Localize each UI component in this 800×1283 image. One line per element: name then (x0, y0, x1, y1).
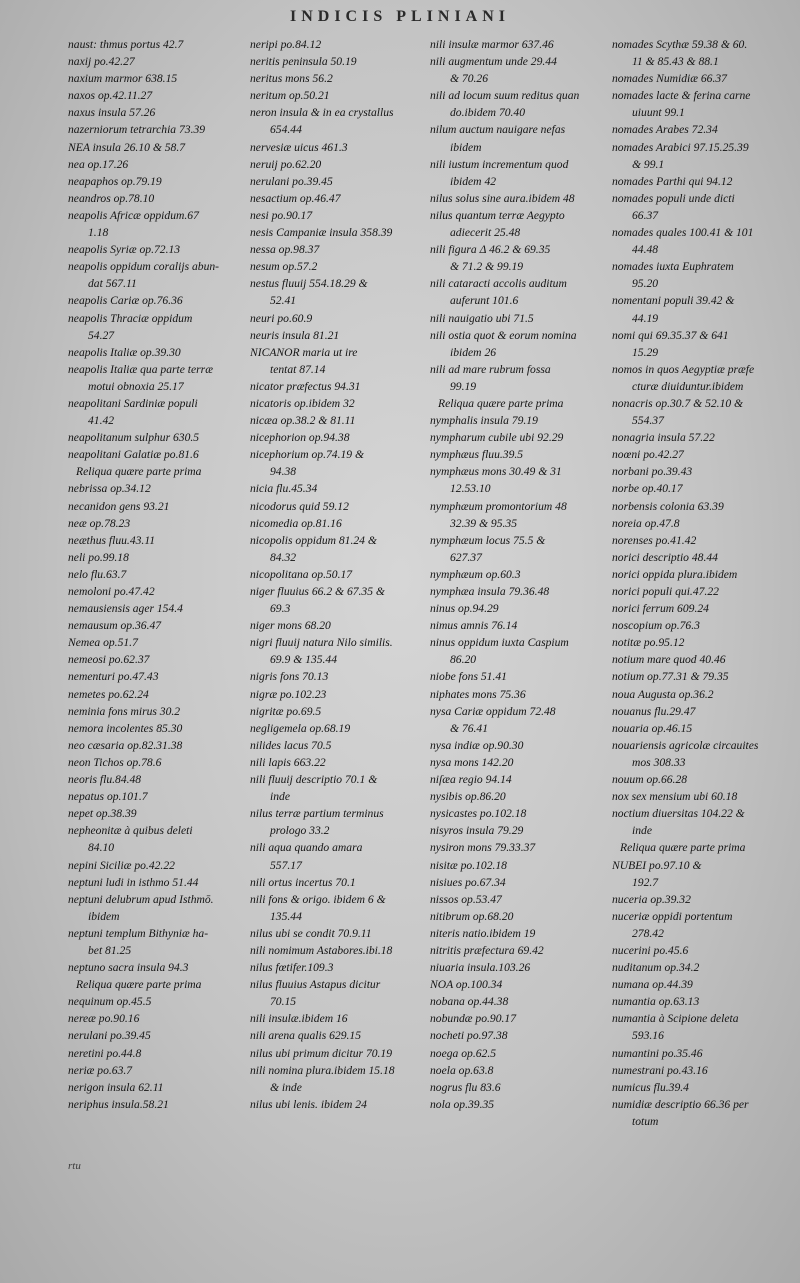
index-entry: nysa indiæ op.90.30 (430, 738, 524, 752)
index-entry: 654.44 (270, 123, 302, 137)
index-entry: niuaria insula.103.26 (430, 961, 531, 975)
index-entry: naxium marmor 638.15 (68, 72, 178, 86)
index-entry: neuris insula 81.21 (250, 328, 340, 342)
index-entry: Nemea op.51.7 (68, 636, 138, 650)
index-entry: & 71.2 & 99.19 (450, 260, 524, 274)
index-entry: nemetes po.62.24 (68, 687, 149, 701)
index-entry: NUBEI po.97.10 & (612, 858, 702, 872)
index-entry: Reliqua quære parte prima (76, 978, 202, 992)
index-entry: nomades Parthi qui 94.12 (612, 174, 733, 188)
index-entry: nesi po.90.17 (250, 208, 313, 222)
index-entry: neæthus fluu.43.11 (68, 533, 156, 547)
index-entry: nouariensis agricolæ circauites (612, 738, 759, 752)
index-entry: cturæ diuiduntur.ibidem (632, 379, 744, 393)
index-entry: neriphus insula.58.21 (68, 1097, 169, 1111)
index-entry: nelo flu.63.7 (68, 567, 127, 581)
index-entry: nilus fœtifer.109.3 (250, 961, 334, 975)
index-entry: motui obnoxia 25.17 (88, 379, 184, 393)
index-entry: noua Augusta op.36.2 (612, 687, 714, 701)
index-entry: noctium diuersitas 104.22 & (612, 807, 745, 821)
index-entry: neo cæsaria op.82.31.38 (68, 738, 183, 752)
index-entry: norici populi qui.47.22 (612, 585, 719, 598)
index-entry: nomades Numidiæ 66.37 (612, 72, 727, 86)
index-column-2 (250, 36, 435, 1113)
index-entry: 593.16 (632, 1029, 664, 1043)
index-entry: notium mare quod 40.46 (612, 653, 726, 667)
index-entry: nepheonitæ à quibus deleti (68, 824, 193, 838)
index-entry: nomades iuxta Euphratem (612, 260, 734, 274)
index-entry: numantia à Scipione deleta (612, 1012, 739, 1026)
index-entry: nerigon insula 62.11 (68, 1080, 164, 1094)
index-entry: norenses po.41.42 (612, 533, 697, 547)
index-entry: nicomedia op.81.16 (250, 516, 342, 530)
index-entry: niger mons 68.20 (250, 619, 331, 633)
index-entry: NOA op.100.34 (430, 978, 503, 992)
index-entry: nili ostia quot & eorum nomina (430, 328, 577, 342)
index-entry: neapolis Africæ oppidum.67 (68, 208, 199, 222)
index-entry: 86.20 (450, 653, 477, 667)
index-column-4 (612, 36, 797, 1130)
index-entry: 44.19 (632, 311, 659, 325)
index-entry: nili insulæ marmor 637.46 (430, 38, 554, 51)
index-entry: nereæ po.90.16 (68, 1012, 140, 1026)
index-entry: nili lapis 663.22 (250, 755, 326, 769)
index-entry: prologo 33.2 (270, 824, 330, 838)
index-entry: nemora incolentes 85.30 (68, 721, 183, 735)
index-entry: nili augmentum unde 29.44 (430, 55, 557, 69)
index-entry: Reliqua quære parte prima (76, 465, 202, 479)
index-entry: Reliqua quære parte prima (620, 841, 746, 855)
index-entry: auferunt 101.6 (450, 294, 519, 308)
index-entry: neron insula & in ea crystallus (250, 106, 394, 120)
index-entry: ninus oppidum iuxta Caspium (430, 636, 569, 650)
index-entry: naxij po.42.27 (68, 55, 135, 69)
index-entry: 41.42 (88, 414, 115, 428)
index-entry: nepini Siciliæ po.42.22 (68, 858, 175, 872)
index-entry: naxus insula 57.26 (68, 106, 156, 120)
index-entry: bet 81.25 (88, 943, 132, 957)
index-entry: 95.20 (632, 277, 659, 291)
index-entry: nocheti po.97.38 (430, 1029, 508, 1043)
index-entry: adiecerit 25.48 (450, 226, 521, 240)
index-entry: nomentani populi 39.42 & (612, 294, 735, 308)
index-entry: nicopolis oppidum 81.24 & (250, 533, 377, 547)
index-entry: nomades Scythæ 59.38 & 60. (612, 38, 748, 51)
index-entry: necanidon gens 93.21 (68, 499, 170, 513)
index-entry: nisiues po.67.34 (430, 875, 506, 889)
index-entry: nicia flu.45.34 (250, 482, 318, 496)
index-entry: & 99.1 (632, 157, 665, 171)
index-entry: numantia op.63.13 (612, 995, 700, 1009)
index-entry: nymphæum op.60.3 (430, 567, 521, 581)
index-entry: ibidem 26 (450, 345, 497, 359)
index-entry: neon Tichos op.78.6 (68, 755, 162, 769)
index-entry: nilus quantum terræ Aegypto (430, 208, 565, 222)
index-entry: nili figura Δ 46.2 & 69.35 (430, 243, 551, 257)
index-entry: neapolis oppidum coralijs abun- (68, 260, 220, 274)
index-entry: nouaria op.46.15 (612, 721, 693, 735)
index-entry: nisitæ po.102.18 (430, 858, 507, 872)
index-entry: nemausum op.36.47 (68, 619, 162, 633)
index-entry: neritus mons 56.2 (250, 72, 333, 86)
index-entry: nysicastes po.102.18 (430, 807, 527, 821)
index-entry: totum (632, 1114, 659, 1128)
index-entry: nymphæa insula 79.36.48 (430, 585, 550, 598)
index-entry: neptuni delubrum apud Isthmō. (68, 892, 214, 906)
index-column-3 (430, 36, 615, 1113)
index-entry: nebrissa op.34.12 (68, 482, 151, 496)
index-entry: neminia fons mirus 30.2 (68, 704, 181, 718)
index-entry: nili ad mare rubrum fossa (430, 362, 551, 376)
index-entry: norbani po.39.43 (612, 465, 693, 479)
index-entry: nilus terræ partium terminus (250, 807, 384, 821)
index-entry: nicator præfectus 94.31 (250, 379, 361, 393)
index-entry: noreia op.47.8 (612, 516, 680, 530)
index-entry: nomades populi unde dicti (612, 191, 735, 205)
index-entry: nysa mons 142.20 (430, 755, 514, 769)
index-entry: 44.48 (632, 243, 659, 257)
index-entry: neandros op.78.10 (68, 191, 155, 205)
index-entry: 11 & 85.43 & 88.1 (632, 55, 719, 69)
index-entry: neptuni templum Bithyniæ ha- (68, 926, 209, 940)
index-entry: nymphæum locus 75.5 & (430, 533, 546, 547)
index-entry: numestrani po.43.16 (612, 1063, 708, 1077)
index-column-1 (68, 36, 253, 1113)
index-entry: 99.19 (450, 379, 477, 393)
index-entry: 84.10 (88, 841, 115, 855)
index-entry: neæ op.78.23 (68, 516, 131, 530)
index-entry: notitæ po.95.12 (612, 636, 685, 650)
index-entry: nili fons & origo. ibidem 6 & (250, 892, 386, 906)
index-entry: nomades quales 100.41 & 101 (612, 226, 754, 240)
index-entry: norici descriptio 48.44 (612, 550, 718, 564)
index-entry: neapolitani Galatiæ po.81.6 (68, 448, 199, 462)
index-entry: nili nomimum Astabores.ibi.18 (250, 943, 393, 957)
index-entry: nerulani po.39.45 (250, 174, 333, 188)
index-entry: noega op.62.5 (430, 1046, 497, 1060)
index-entry: numana op.44.39 (612, 978, 693, 992)
index-entry: 54.27 (88, 328, 115, 342)
index-entry: nili arena qualis 629.15 (250, 1029, 362, 1043)
index-entry: neriæ po.63.7 (68, 1063, 133, 1077)
index-entry: 557.17 (270, 858, 302, 872)
index-entry: ibidem (450, 140, 482, 154)
index-entry: nouum op.66.28 (612, 773, 688, 787)
index-entry: nilus ubi se condit 70.9.11 (250, 926, 372, 940)
index-entry: niger fluuius 66.2 & 67.35 & (250, 585, 385, 598)
index-entry: nouanus flu.29.47 (612, 704, 696, 718)
index-entry: naust: thmus portus 42.7 (68, 38, 184, 51)
index-entry: nomades Arabes 72.34 (612, 123, 718, 137)
index-entry: nestus fluuij 554.18.29 & (250, 277, 368, 291)
index-entry: nitibrum op.68.20 (430, 909, 514, 923)
index-entry: 94.38 (270, 465, 297, 479)
index-entry: nomi qui 69.35.37 & 641 (612, 328, 729, 342)
index-entry: 1.18 (88, 226, 109, 240)
index-entry: numantini po.35.46 (612, 1046, 703, 1060)
index-entry: nola op.39.35 (430, 1097, 495, 1111)
index-entry: do.ibidem 70.40 (450, 106, 526, 120)
index-entry: neritis peninsula 50.19 (250, 55, 357, 69)
index-entry: 627.37 (450, 550, 482, 564)
index-entry: nymphalis insula 79.19 (430, 414, 538, 428)
index-entry: neapolitanum sulphur 630.5 (68, 431, 200, 445)
index-entry: nemeosi po.62.37 (68, 653, 150, 667)
index-entry: uiuunt 99.1 (632, 106, 685, 120)
index-entry: nymphæum promontorium 48 (430, 499, 567, 513)
index-entry: nomades lacte & ferina carne (612, 89, 751, 103)
index-entry: nigræ po.102.23 (250, 687, 327, 701)
index-entry: nomos in quos Aegyptiæ præfe (612, 362, 755, 376)
index-entry: neapolis Italiæ op.39.30 (68, 345, 181, 359)
index-entry: noœni po.42.27 (612, 448, 684, 462)
index-entry: nonacris op.30.7 & 52.10 & (612, 396, 744, 410)
index-entry: nesactium op.46.47 (250, 191, 341, 205)
index-entry: nysa Cariæ oppidum 72.48 (430, 704, 556, 718)
index-entry: inde (632, 824, 652, 838)
index-entry: nicopolitana op.50.17 (250, 567, 353, 581)
index-entry: neptuni ludi in isthmo 51.44 (68, 875, 199, 889)
index-entry: neptuno sacra insula 94.3 (68, 961, 189, 975)
index-entry: norbe op.40.17 (612, 482, 683, 496)
index-entry: 15.29 (632, 345, 659, 359)
index-entry: nesum op.57.2 (250, 260, 318, 274)
index-entry: neoris flu.84.48 (68, 773, 142, 787)
index-entry: 192.7 (632, 875, 659, 889)
index-entry: neretini po.44.8 (68, 1046, 142, 1060)
index-entry: & inde (270, 1080, 302, 1094)
index-entry: nitritis præfectura 69.42 (430, 943, 544, 957)
index-entry: nili aqua quando amara (250, 841, 363, 855)
index-entry: neruij po.62.20 (250, 157, 322, 171)
index-entry: nicodorus quid 59.12 (250, 499, 349, 513)
index-entry: negligemela op.68.19 (250, 721, 351, 735)
index-entry: 52.41 (270, 294, 297, 308)
index-entry: nervesiæ uicus 461.3 (250, 140, 348, 154)
index-entry: nigritæ po.69.5 (250, 704, 322, 718)
index-entry: nepatus op.101.7 (68, 790, 148, 804)
index-entry: noscopium op.76.3 (612, 619, 700, 633)
index-entry: nilus ubi primum dicitur 70.19 (250, 1046, 393, 1060)
index-entry: dat 567.11 (88, 277, 137, 291)
index-entry: nementuri po.47.43 (68, 670, 159, 684)
index-entry: neapolis Italiæ qua parte terræ (68, 362, 213, 376)
index-entry: naxos op.42.11.27 (68, 89, 153, 103)
index-entry: nerulani po.39.45 (68, 1029, 151, 1043)
index-entry: niteris natio.ibidem 19 (430, 926, 536, 940)
index-entry: norbensis colonia 63.39 (612, 499, 724, 513)
index-entry: ibidem 42 (450, 174, 497, 188)
index-entry: NEA insula 26.10 & 58.7 (68, 140, 186, 154)
index-entry: neapolitani Sardiniæ populi (68, 396, 198, 410)
index-entry: nisyros insula 79.29 (430, 824, 524, 838)
index-entry: nilus ubi lenis. ibidem 24 (250, 1097, 367, 1111)
index-entry: nili fluuij descriptio 70.1 & (250, 773, 378, 787)
index-entry: nymphæus mons 30.49 & 31 (430, 465, 562, 479)
index-entry: nili nomina plura.ibidem 15.18 (250, 1063, 395, 1077)
index-entry: nympharum cubile ubi 92.29 (430, 431, 564, 445)
page-header: INDICIS PLINIANI (289, 8, 511, 25)
index-entry: niobe fons 51.41 (430, 670, 507, 684)
catchword-fragment: rtu (68, 1160, 81, 1172)
index-entry: 135.44 (270, 909, 302, 923)
index-entry: 69.3 (270, 602, 291, 616)
index-entry: neapolis Cariæ op.76.36 (68, 294, 183, 308)
index-entry: noela op.63.8 (430, 1063, 494, 1077)
index-entry: & 70.26 (450, 72, 489, 86)
index-entry: nonagria insula 57.22 (612, 431, 715, 445)
index-entry: tentat 87.14 (270, 362, 326, 376)
index-entry: neapaphos op.79.19 (68, 174, 162, 188)
index-entry: norici oppida plura.ibidem (612, 567, 738, 581)
index-entry: nox sex mensium ubi 60.18 (612, 790, 738, 804)
index-entry: nicephorion op.94.38 (250, 431, 350, 445)
index-entry: nigri fluuij natura Nilo similis. (250, 636, 393, 650)
index-entry: & 76.41 (450, 721, 489, 735)
index-entry: NICANOR maria ut ire (250, 345, 358, 359)
index-entry: Reliqua quære parte prima (438, 396, 564, 410)
index-entry: nessa op.98.37 (250, 243, 320, 257)
index-entry: norici ferrum 609.24 (612, 602, 709, 616)
index-entry: nimus amnis 76.14 (430, 619, 518, 633)
index-entry: nissos op.53.47 (430, 892, 502, 906)
index-entry: nigris fons 70.13 (250, 670, 329, 684)
index-entry: nesis Campaniæ insula 358.39 (250, 226, 393, 240)
index-entry: 70.15 (270, 995, 297, 1009)
index-entry: nuceriæ oppidi portentum (612, 909, 733, 923)
index-entry: niſæa regio 94.14 (430, 773, 512, 787)
index-entry: numidiæ descriptio 66.36 per (612, 1097, 749, 1111)
index-entry: nilides lacus 70.5 (250, 738, 332, 752)
index-entry: nequinum op.45.5 (68, 995, 152, 1009)
index-entry: nili cataracti accolis auditum (430, 277, 567, 291)
index-entry: nogrus flu 83.6 (430, 1080, 501, 1094)
index-entry: neripi po.84.12 (250, 38, 322, 51)
index-entry: nilus solus sine aura.ibidem 48 (430, 191, 575, 205)
index-entry: nemausiensis ager 154.4 (68, 602, 183, 616)
index-entry: nemoloni po.47.42 (68, 585, 155, 598)
index-entry: nepet op.38.39 (68, 807, 137, 821)
index-entry: nilum auctum nauigare nefas (430, 123, 566, 137)
index-entry: nuceria op.39.32 (612, 892, 691, 906)
index-entry: 69.9 & 135.44 (270, 653, 337, 667)
index-entry: nili iustum incrementum quod (430, 157, 569, 171)
index-entry: nilus fluuius Astapus dicitur (250, 978, 381, 992)
index-entry: niphates mons 75.36 (430, 687, 526, 701)
index-entry: nili ad locum suum reditus quan (430, 89, 580, 103)
index-entry: nuditanum op.34.2 (612, 961, 700, 975)
index-entry: nobana op.44.38 (430, 995, 509, 1009)
index-entry: mos 308.33 (632, 755, 686, 769)
index-entry: nysiron mons 79.33.37 (430, 841, 536, 855)
index-entry: nazerniorum tetrarchia 73.39 (68, 123, 206, 137)
index-entry: 554.37 (632, 414, 664, 428)
index-entry: nili nauigatio ubi 71.5 (430, 311, 534, 325)
index-entry: nicatoris op.ibidem 32 (250, 396, 355, 410)
index-entry: inde (270, 790, 290, 804)
index-entry: notium op.77.31 & 79.35 (612, 670, 729, 684)
index-entry: nicæa op.38.2 & 81.11 (250, 414, 356, 428)
index-entry: nicephorium op.74.19 & (250, 448, 364, 462)
index-entry: 12.53.10 (450, 482, 491, 496)
index-entry: neuri po.60.9 (250, 311, 313, 325)
index-entry: nysibis op.86.20 (430, 790, 506, 804)
index-entry: nili insulæ.ibidem 16 (250, 1012, 348, 1026)
index-entry: 84.32 (270, 550, 297, 564)
index-entry: nea op.17.26 (68, 157, 129, 171)
index-entry: 32.39 & 95.35 (450, 516, 517, 530)
index-entry: numicus flu.39.4 (612, 1080, 689, 1094)
index-entry: nomades Arabici 97.15.25.39 (612, 140, 749, 154)
index-entry: 66.37 (632, 208, 659, 222)
index-entry: neapolis Syriæ op.72.13 (68, 243, 181, 257)
index-entry: nobundæ po.90.17 (430, 1012, 516, 1026)
index-entry: 278.42 (632, 926, 664, 940)
index-entry: ninus op.94.29 (430, 602, 499, 616)
index-entry: nymphæus fluu.39.5 (430, 448, 524, 462)
index-entry: neritum op.50.21 (250, 89, 330, 103)
index-entry: nili ortus incertus 70.1 (250, 875, 356, 889)
index-entry: neapolis Thraciæ oppidum (68, 311, 193, 325)
index-entry: neli po.99.18 (68, 550, 129, 564)
index-entry: nucerini po.45.6 (612, 943, 689, 957)
index-entry: ibidem (88, 909, 120, 923)
